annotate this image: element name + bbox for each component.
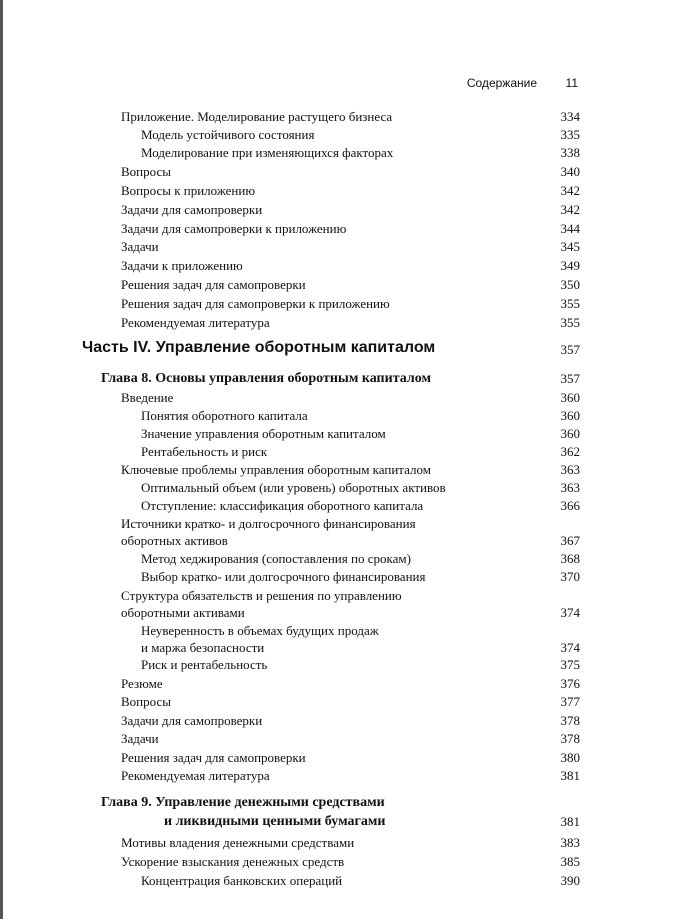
toc-entry-title: Неуверенность в объемах будущих продаж [141,623,379,638]
toc-entry-title: Вопросы [121,694,171,709]
toc-entry-title: Задачи для самопроверки [121,713,263,728]
toc-entry-title: Решения задач для самопроверки [121,277,306,292]
toc-entry-page: 378 [560,713,580,728]
toc-entry-page: 360 [560,426,580,441]
page-edge [0,0,3,919]
chapter-title-cont: и ликвидными ценными бумагами [164,814,386,829]
toc-entry-title: Решения задач для самопроверки [121,750,306,765]
toc-entry-title: Отступление: классификация оборотного капитала [141,498,424,513]
toc-entry-page: 383 [560,835,580,850]
part-page: 357 [560,342,580,357]
toc-entry-page: 376 [560,676,580,691]
toc-entry-page: 355 [560,296,580,311]
toc-entry-page: 335 [560,127,580,142]
chapter-page: 381 [560,814,580,829]
toc-entry-title: Задачи [121,731,159,746]
toc-entry-title: Выбор кратко- или долгосрочного финансирования [141,569,426,584]
toc-entry-page: 360 [560,390,580,405]
toc-entry-page: 377 [560,694,580,709]
toc-entry-title: Задачи [121,239,159,254]
toc-entry-title: Ключевые проблемы управления оборотным капиталом [121,462,432,477]
running-head [0,76,585,92]
toc-entry-title: Мотивы владения денежными средствами [121,835,355,850]
toc-entry-title: Приложение. Моделирование растущего бизнеса [121,109,393,124]
toc-entry-title: Моделирование при изменяющихся факторах [141,145,394,160]
toc-entry-page: 345 [560,239,580,254]
toc-entry-page: 375 [560,657,580,672]
toc-entry-title: Решения задач для самопроверки к приложению [121,296,390,311]
toc-entry-page: 355 [560,315,580,330]
toc-entry-page: 350 [560,277,580,292]
toc-entry-title: Концентрация банковских операций [141,873,343,888]
toc-entry-title: Оптимальный объем (или уровень) оборотных активов [141,480,446,495]
chapter-page: 357 [560,371,580,386]
toc-entry-page: 378 [560,731,580,746]
toc-entry-title: Метод хеджирования (сопоставления по срокам) [141,551,411,566]
toc-entry-title: Рекомендуемая литература [121,768,270,783]
chapter-title: Глава 8. Основы управления оборотным капиталом [101,371,431,386]
toc-entry-page: 374 [560,605,580,620]
toc-entry-page: 366 [560,498,580,513]
toc-entry-title-cont: оборотными активами [121,605,245,620]
toc-entry-title-cont: и маржа безопасности [141,640,265,655]
toc-entry-title: Источники кратко- и долгосрочного финансирования [121,516,416,531]
toc-entry-title-cont: оборотных активов [121,533,228,548]
toc-entry-page: 363 [560,462,580,477]
toc-entry-page: 338 [560,145,580,160]
toc-entry-page: 362 [560,444,580,459]
toc-entry-title: Риск и рентабельность [141,657,268,672]
toc-entry-page: 342 [560,183,580,198]
toc-entry-page: 334 [560,109,580,124]
toc-entry-title: Понятия оборотного капитала [141,408,308,423]
toc-entry-title: Задачи для самопроверки [121,202,263,217]
toc-entry-title: Введение [121,390,174,405]
toc-entry-page: 381 [560,768,580,783]
toc-entry-page: 340 [560,164,580,179]
toc-entry-page: 374 [560,640,580,655]
toc-entry-title: Резюме [121,676,163,691]
toc-entry-title: Задачи к приложению [121,258,243,273]
chapter-title: Глава 9. Управление денежными средствами [101,795,385,810]
toc-entry-page: 344 [560,221,580,236]
toc-entry-title: Рекомендуемая литература [121,315,270,330]
toc-entry-title: Вопросы [121,164,171,179]
toc-entry-page: 367 [560,533,580,548]
toc-entry-title: Ускорение взыскания денежных средств [121,854,345,869]
toc-entry-title: Структура обязательств и решения по управлению [121,588,402,603]
running-head-title: Содержание [466,76,537,90]
toc-entry-page: 342 [560,202,580,217]
toc-entry-page: 370 [560,569,580,584]
toc-entry-page: 368 [560,551,580,566]
toc-entry-page: 380 [560,750,580,765]
toc-entry-title: Задачи для самопроверки к приложению [121,221,347,236]
toc-entry-title: Значение управления оборотным капиталом [141,426,386,441]
toc-entry-page: 360 [560,408,580,423]
toc-entry-title: Модель устойчивого состояния [141,127,315,142]
toc-entry-page: 349 [560,258,580,273]
toc-entry-page: 390 [560,873,580,888]
toc-entry-page: 363 [560,480,580,495]
toc-entry-title: Вопросы к приложению [121,183,256,198]
running-head-page-number: 11 [565,76,578,90]
toc-entry-page: 385 [560,854,580,869]
part-title: Часть IV. Управление оборотным капиталом [82,339,436,356]
toc-entry-title: Рентабельность и риск [141,444,268,459]
